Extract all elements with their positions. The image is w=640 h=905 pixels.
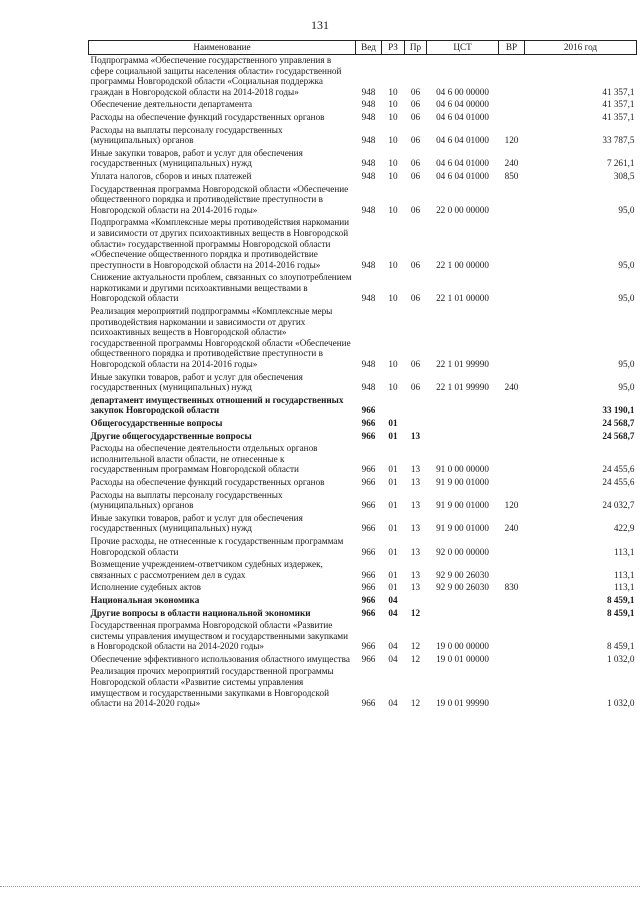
row-rz: 10 xyxy=(388,86,398,97)
table-row xyxy=(89,99,637,112)
row-cst: 92 0 00 00000 xyxy=(436,546,489,557)
row-rz: 10 xyxy=(388,158,398,169)
row-cst: 91 0 00 00000 xyxy=(436,464,489,475)
row-pr: 13 xyxy=(410,582,421,593)
row-vr: 120 xyxy=(504,500,519,511)
row-cst: 91 9 00 01000 xyxy=(436,476,489,487)
row-ved: 966 xyxy=(361,653,376,664)
row-vr: 240 xyxy=(504,382,519,393)
row-ved: 966 xyxy=(361,569,376,580)
row-rz: 04 xyxy=(388,698,398,709)
row-vr: 120 xyxy=(504,135,519,146)
table-row xyxy=(89,55,637,100)
row-vr xyxy=(499,431,525,444)
row-vr: 240 xyxy=(504,523,519,534)
table-row xyxy=(89,217,637,272)
row-name: Национальная экономика xyxy=(90,594,200,605)
row-vr xyxy=(499,184,525,218)
header-ved: Вед xyxy=(356,41,382,55)
table-row xyxy=(89,431,637,444)
table-row xyxy=(89,666,637,710)
row-vr xyxy=(499,443,525,477)
row-name: Исполнение судебных актов xyxy=(90,582,202,593)
row-vr xyxy=(499,620,525,654)
row-name: Снижение актуальности проблем, связанных со злоупотреблением наркотиками и другими психоактивными веществами в Новгородской области xyxy=(90,272,352,304)
row-vr: 850 xyxy=(504,170,519,181)
row-ved: 948 xyxy=(361,359,376,370)
row-pr: 06 xyxy=(410,204,421,215)
row-name: Подпрограмма «Комплексные меры противодействия наркомании и зависимости от других психоактивных веществ в Новгородской области» государственной программы Новгородской области «Обеспечение общественного порядка и противодействие преступности в Новгородской области на 2014-2016 годы» xyxy=(90,217,350,270)
row-cst: 91 9 00 01000 xyxy=(436,523,489,534)
row-sum: 8 459,1 xyxy=(606,641,635,652)
row-vr xyxy=(499,99,525,112)
table-row xyxy=(89,490,637,513)
row-cst: 22 1 01 99990 xyxy=(436,382,489,393)
table-row xyxy=(89,112,637,125)
table-row xyxy=(89,559,637,582)
row-cst xyxy=(427,418,499,431)
row-rz: 01 xyxy=(388,500,398,511)
row-cst: 04 6 04 01000 xyxy=(436,135,489,146)
row-cst: 22 1 01 00000 xyxy=(436,293,489,304)
row-cst xyxy=(427,595,499,608)
row-ved: 966 xyxy=(361,523,376,534)
row-ved: 966 xyxy=(361,500,376,511)
row-ved: 966 xyxy=(361,476,376,487)
row-ved: 948 xyxy=(361,259,376,270)
row-ved: 948 xyxy=(361,86,376,97)
table-row xyxy=(89,418,637,431)
row-rz: 01 xyxy=(388,476,398,487)
row-pr: 06 xyxy=(410,170,421,181)
row-pr: 06 xyxy=(410,99,421,110)
row-vr xyxy=(499,536,525,559)
row-name: Расходы на выплаты персоналу государственных (муниципальных) органов xyxy=(90,489,283,511)
table-row xyxy=(89,513,637,536)
row-ved: 948 xyxy=(361,293,376,304)
row-ved: 948 xyxy=(361,111,376,122)
row-pr xyxy=(405,395,427,418)
row-ved: 966 xyxy=(361,430,376,441)
row-ved: 966 xyxy=(361,582,376,593)
table-header-row xyxy=(89,41,637,55)
row-pr: 06 xyxy=(410,293,421,304)
row-sum: 24 568,7 xyxy=(602,430,635,441)
row-rz: 01 xyxy=(388,464,398,475)
row-rz: 01 xyxy=(388,546,398,557)
row-name: Реализация мероприятий подпрограммы «Комплексные меры противодействия наркомании и зависимости от других психоактивных веществ в Новгородской области» государственной программы Новгородской области «Обеспечение общественного порядка и противодействие преступности в Новгородской области на 2014-2016 годы» xyxy=(90,306,351,370)
row-ved: 948 xyxy=(361,382,376,393)
row-sum: 24 455,6 xyxy=(602,464,635,475)
row-pr: 06 xyxy=(410,158,421,169)
row-name: Государственная программа Новгородской области «Обеспечение общественного порядка и противодействие преступности в Новгородской области на 2014-2016 годы» xyxy=(90,183,349,215)
row-ved: 948 xyxy=(361,170,376,181)
row-vr xyxy=(499,477,525,490)
row-rz: 04 xyxy=(388,653,398,664)
row-name: Расходы на обеспечение функций государственных органов xyxy=(90,476,325,487)
row-name: Возмещение учреждением-ответчиком судебных издержек, связанных с рассмотрением дел в судах xyxy=(90,559,323,580)
row-cst: 22 1 01 99990 xyxy=(436,359,489,370)
row-rz: 10 xyxy=(388,359,398,370)
row-sum: 113,1 xyxy=(614,582,635,593)
table-row xyxy=(89,443,637,477)
table-row xyxy=(89,654,637,667)
row-name: департамент имущественных отношений и государственных закупок Новгородской области xyxy=(90,394,344,416)
row-sum: 113,1 xyxy=(614,569,635,580)
row-sum: 24 568,7 xyxy=(602,418,635,428)
row-name: Обеспечение эффективного использования областного имущества xyxy=(90,653,350,664)
header-cst: ЦСТ xyxy=(427,41,499,55)
row-vr xyxy=(499,418,525,431)
row-sum: 8 459,1 xyxy=(606,594,635,605)
row-vr xyxy=(499,595,525,608)
row-vr: 830 xyxy=(504,582,519,593)
row-vr xyxy=(499,217,525,272)
row-rz: 10 xyxy=(388,170,398,181)
row-pr: 13 xyxy=(410,476,421,487)
row-cst xyxy=(427,395,499,418)
row-pr: 13 xyxy=(410,523,421,534)
row-pr xyxy=(405,418,427,431)
row-sum: 95,0 xyxy=(618,382,635,393)
row-pr: 12 xyxy=(410,698,421,709)
row-sum: 113,1 xyxy=(614,546,635,557)
row-sum: 41 357,1 xyxy=(602,111,635,122)
table-row xyxy=(89,608,637,621)
row-rz: 10 xyxy=(388,382,398,393)
row-name: Обеспечение деятельности департамента xyxy=(90,99,253,110)
table-row xyxy=(89,372,637,395)
row-cst: 91 9 00 01000 xyxy=(436,500,489,511)
row-ved: 948 xyxy=(361,204,376,215)
row-name: Общегосударственные вопросы xyxy=(90,418,223,428)
row-vr xyxy=(499,559,525,582)
row-sum: 95,0 xyxy=(618,204,635,215)
row-ved: 948 xyxy=(361,158,376,169)
row-name: Подпрограмма «Обеспечение государственного управления в сфере социальной защиты населения области» государственной программы Новгородской области «Социальная поддержка граждан в Новгородской области на 2014-2018 годы» xyxy=(90,55,342,97)
row-pr: 06 xyxy=(410,135,421,146)
page-number: 131 xyxy=(311,18,329,32)
row-rz: 01 xyxy=(388,582,398,593)
row-cst: 22 0 00 00000 xyxy=(436,204,489,215)
row-cst: 92 9 00 26030 xyxy=(436,582,489,593)
row-sum: 422,9 xyxy=(613,523,635,534)
row-name: Иные закупки товаров, работ и услуг для обеспечения государственных (муниципальных) нужд xyxy=(90,147,303,169)
table-row xyxy=(89,582,637,595)
row-vr xyxy=(499,55,525,100)
table-row xyxy=(89,184,637,218)
row-vr: 240 xyxy=(504,158,519,169)
row-vr xyxy=(499,306,525,372)
row-name: Уплата налогов, сборов и иных платежей xyxy=(90,170,252,181)
header-rz: РЗ xyxy=(382,41,405,55)
table-row xyxy=(89,306,637,372)
table-row xyxy=(89,477,637,490)
row-ved: 966 xyxy=(361,546,376,557)
row-name: Иные закупки товаров, работ и услуг для обеспечения государственных (муниципальных) нужд xyxy=(90,371,303,393)
row-pr: 12 xyxy=(410,641,421,652)
row-rz: 01 xyxy=(388,418,398,428)
row-rz: 10 xyxy=(388,293,398,304)
row-ved: 966 xyxy=(361,464,376,475)
row-sum: 24 032,7 xyxy=(602,500,635,511)
row-cst: 04 6 04 01000 xyxy=(436,111,489,122)
row-ved: 966 xyxy=(361,698,376,709)
row-cst: 04 6 04 00000 xyxy=(436,99,489,110)
row-cst: 04 6 04 01000 xyxy=(436,170,489,181)
row-name: Прочие расходы, не отнесенные к государственным программам Новгородской области xyxy=(90,535,344,557)
row-rz: 01 xyxy=(388,569,398,580)
row-vr xyxy=(499,666,525,710)
row-cst: 04 6 04 01000 xyxy=(436,158,489,169)
scan-edge-dots xyxy=(0,886,640,888)
row-sum: 24 455,6 xyxy=(602,476,635,487)
row-name: Реализация прочих мероприятий государственной программы Новгородской области «Развитие системы управления имуществом и государственными закупками в Новгородской области на 2014-2020 годы» xyxy=(90,666,334,709)
row-name: Другие вопросы в области национальной экономики xyxy=(90,607,311,618)
row-sum: 1 032,0 xyxy=(606,698,635,709)
budget-table xyxy=(88,40,637,711)
row-pr: 13 xyxy=(410,500,421,511)
row-pr: 06 xyxy=(410,359,421,370)
row-rz: 01 xyxy=(388,523,398,534)
row-ved: 948 xyxy=(361,99,376,110)
row-sum: 8 459,1 xyxy=(606,607,635,618)
row-pr: 06 xyxy=(410,259,421,270)
row-ved: 966 xyxy=(361,594,376,605)
row-ved: 966 xyxy=(361,607,376,618)
row-cst: 19 0 01 00000 xyxy=(436,653,489,664)
row-sum: 33 190,1 xyxy=(602,405,635,416)
row-vr xyxy=(499,272,525,306)
row-rz: 04 xyxy=(388,641,398,652)
row-name: Другие общегосударственные вопросы xyxy=(90,430,252,441)
header-vr: ВР xyxy=(499,41,525,55)
table-row xyxy=(89,171,637,184)
table-row xyxy=(89,395,637,418)
row-rz: 04 xyxy=(388,594,398,605)
row-ved: 948 xyxy=(361,135,376,146)
header-pr: Пр xyxy=(405,41,427,55)
row-rz: 01 xyxy=(388,430,398,441)
row-name: Расходы на обеспечение деятельности отдельных органов исполнительной власти области, не отнесенные к государственным программам Новгородской области xyxy=(90,443,318,475)
row-rz: 10 xyxy=(388,135,398,146)
row-rz: 04 xyxy=(388,607,398,618)
row-pr: 13 xyxy=(410,569,421,580)
row-cst xyxy=(427,431,499,444)
row-sum: 33 787,5 xyxy=(602,135,635,146)
row-rz: 10 xyxy=(388,259,398,270)
row-cst xyxy=(427,608,499,621)
header-name: Наименование xyxy=(89,41,356,55)
row-pr: 06 xyxy=(410,382,421,393)
table-row xyxy=(89,620,637,654)
row-sum: 95,0 xyxy=(618,259,635,270)
row-cst: 04 6 00 00000 xyxy=(436,86,489,97)
header-year: 2016 год xyxy=(525,41,637,55)
table-body xyxy=(89,55,637,711)
row-vr xyxy=(499,608,525,621)
row-vr xyxy=(499,654,525,667)
row-sum: 308,5 xyxy=(613,170,635,181)
row-sum: 1 032,0 xyxy=(606,653,635,664)
row-ved: 966 xyxy=(361,641,376,652)
row-rz: 10 xyxy=(388,111,398,122)
table-row xyxy=(89,272,637,306)
table-row xyxy=(89,125,637,148)
row-pr: 12 xyxy=(410,607,421,618)
row-pr: 12 xyxy=(410,653,421,664)
row-sum: 41 357,1 xyxy=(602,99,635,110)
row-pr: 13 xyxy=(410,430,421,441)
row-sum: 95,0 xyxy=(618,293,635,304)
row-cst: 19 0 00 00000 xyxy=(436,641,489,652)
row-rz: 10 xyxy=(388,99,398,110)
row-cst: 19 0 01 99990 xyxy=(436,698,489,709)
row-pr: 13 xyxy=(410,464,421,475)
row-name: Государственная программа Новгородской области «Развитие системы управления имуществом и государственными закупками в Новгородской области на 2014-2020 годы» xyxy=(90,620,349,652)
row-pr: 13 xyxy=(410,546,421,557)
row-vr xyxy=(499,112,525,125)
row-sum: 7 261,1 xyxy=(606,158,635,169)
table-row xyxy=(89,595,637,608)
row-rz xyxy=(382,395,405,418)
table-row xyxy=(89,536,637,559)
row-ved: 966 xyxy=(361,405,376,416)
row-name: Расходы на выплаты персоналу государственных (муниципальных) органов xyxy=(90,124,283,146)
row-name: Иные закупки товаров, работ и услуг для обеспечения государственных (муниципальных) нужд xyxy=(90,512,303,534)
row-pr: 06 xyxy=(410,111,421,122)
table-row xyxy=(89,148,637,171)
row-pr: 06 xyxy=(410,86,421,97)
row-sum: 95,0 xyxy=(618,359,635,370)
row-rz: 10 xyxy=(388,204,398,215)
row-sum: 41 357,1 xyxy=(602,86,635,97)
row-vr xyxy=(499,395,525,418)
row-name: Расходы на обеспечение функций государственных органов xyxy=(90,111,325,122)
row-pr xyxy=(405,595,427,608)
row-ved: 966 xyxy=(361,418,376,428)
row-cst: 92 9 00 26030 xyxy=(436,569,489,580)
row-cst: 22 1 00 00000 xyxy=(436,259,489,270)
